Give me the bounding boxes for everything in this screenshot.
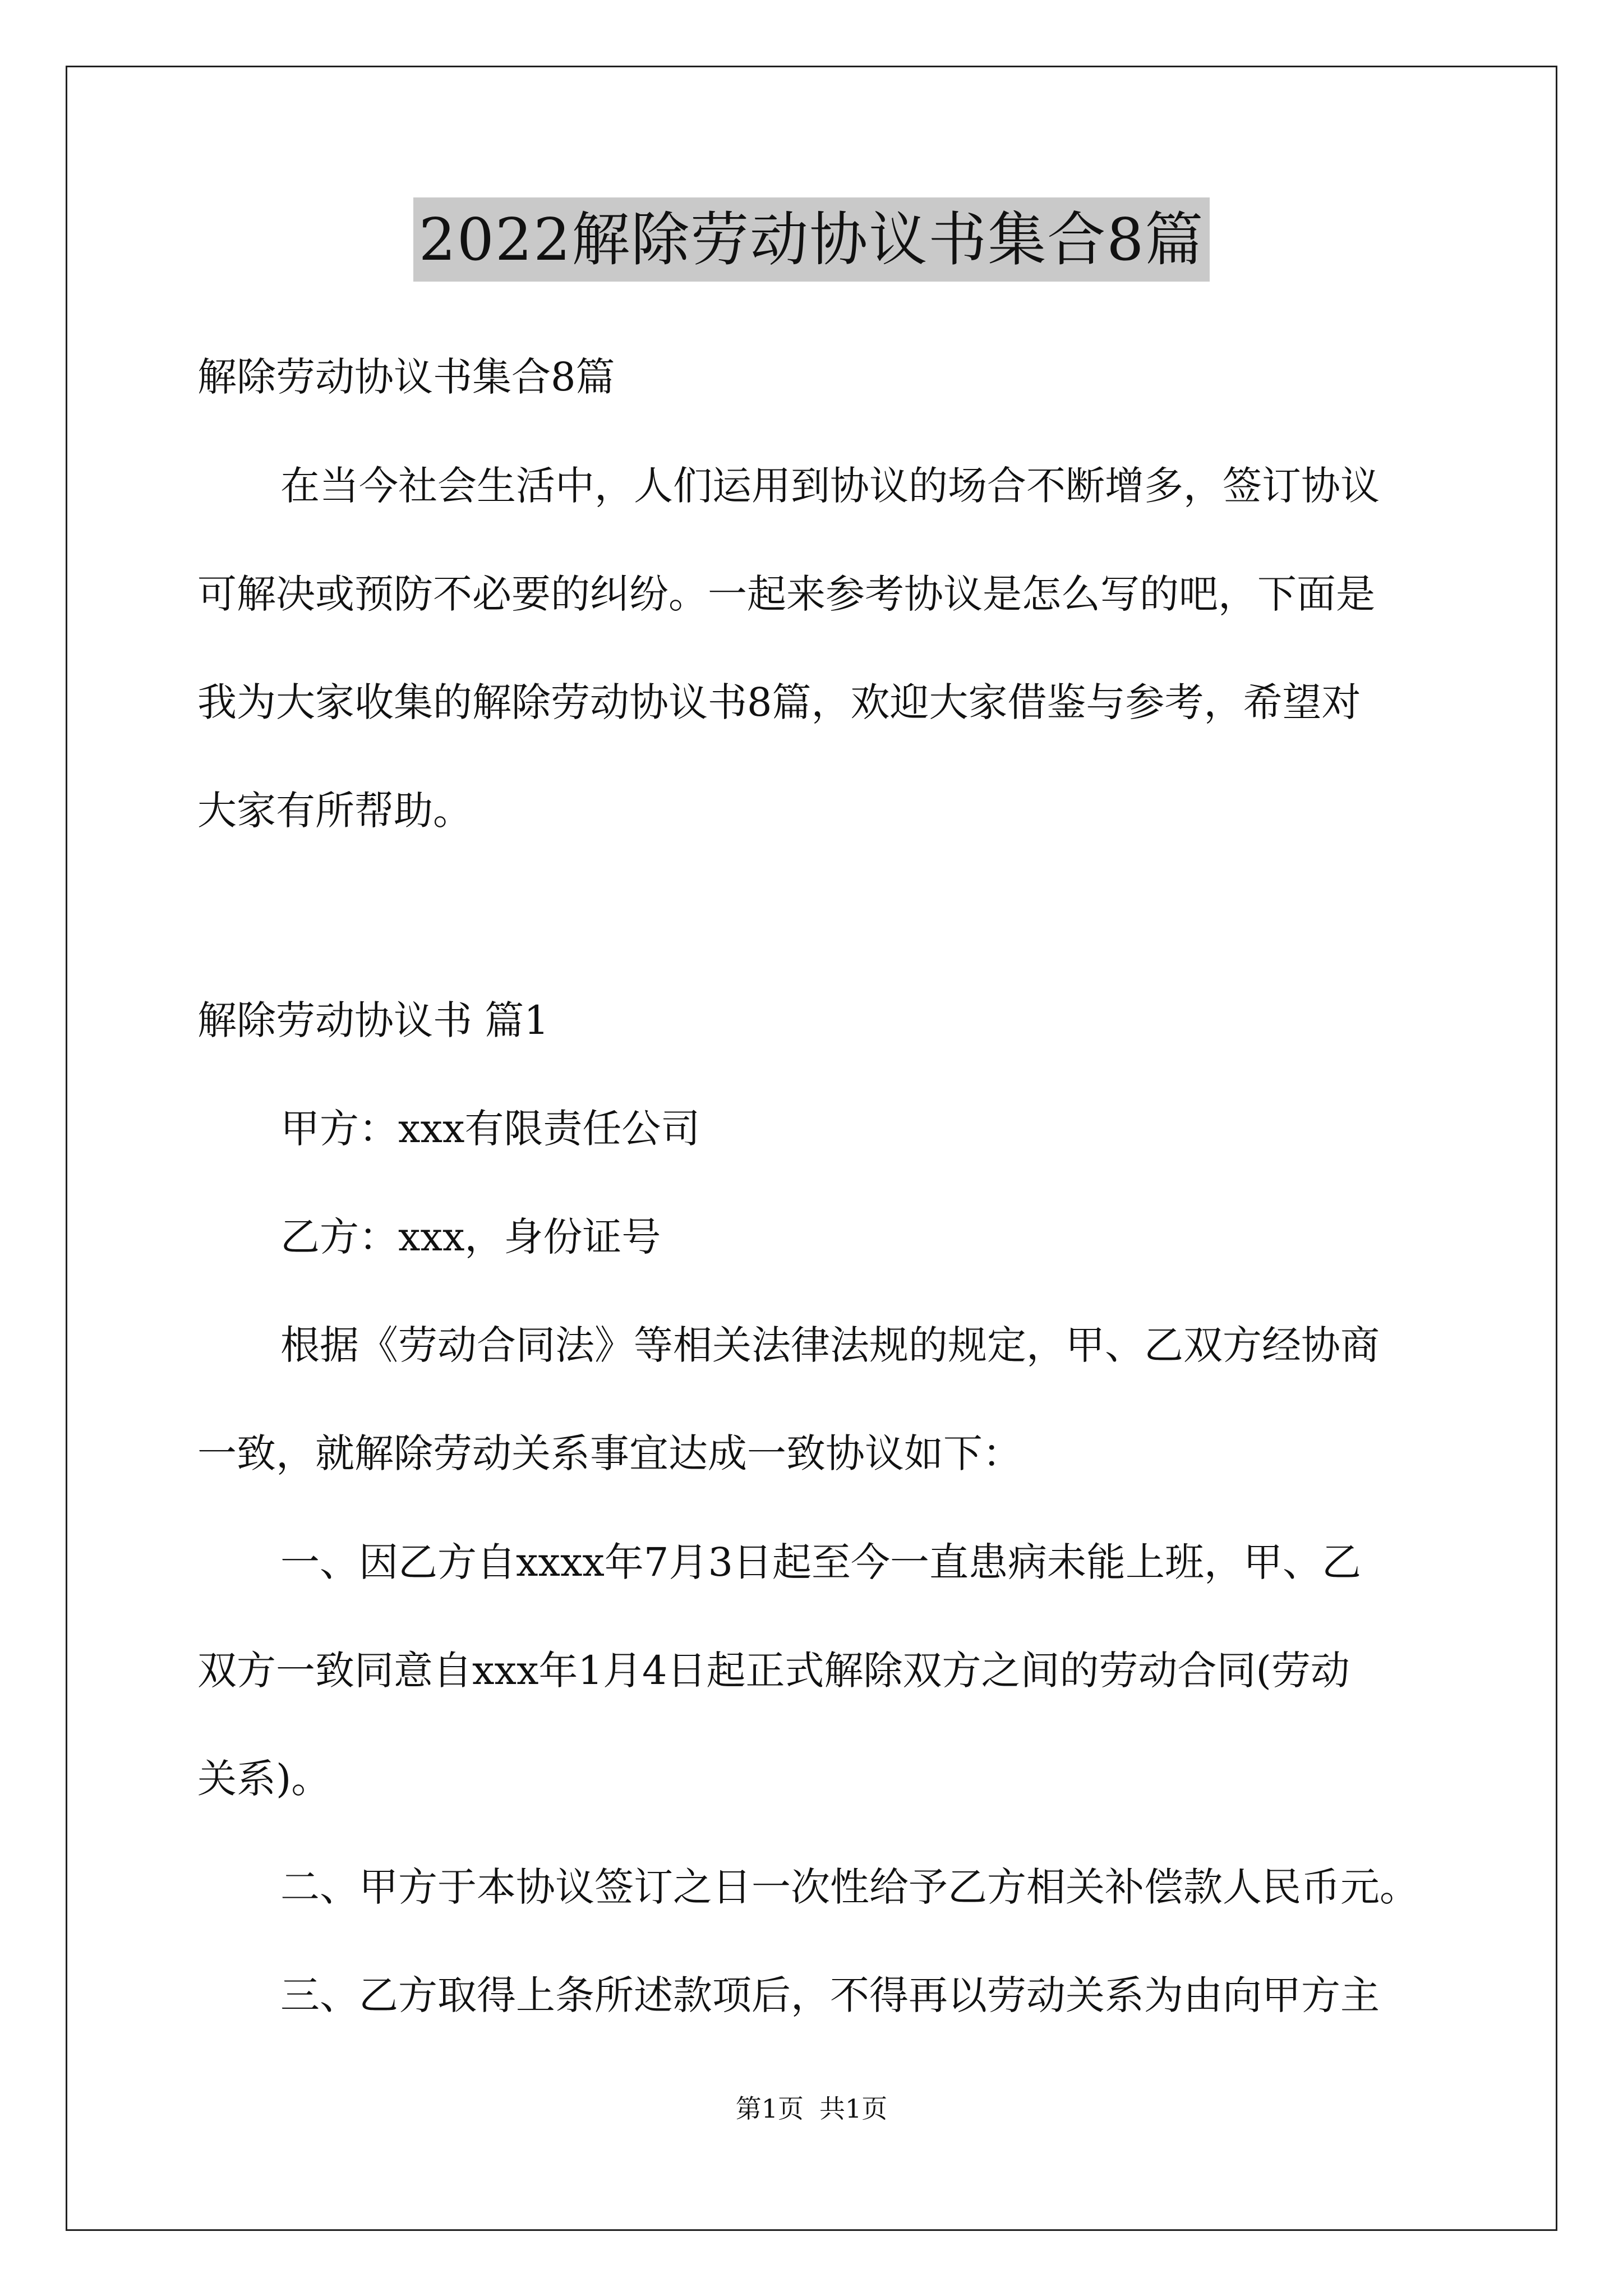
clause-1-line: 一、因乙方自xxxx年7月3日起至今一直患病未能上班，甲、乙 [280,1539,1361,1585]
page-number: 第1页 [735,2093,804,2124]
clause-1-line: 双方一致同意自xxx年1月4日起正式解除双方之间的劳动合同(劳动 [197,1648,1350,1694]
document-subtitle: 解除劳动协议书集合8篇 [197,354,615,400]
clause-1-line: 关系)。 [197,1756,331,1802]
intro-line: 可解决或预防不必要的纠纷。一起来参考协议是怎么写的吧，下面是 [197,571,1375,617]
basis-line: 根据《劳动合同法》等相关法律法规的规定，甲、乙双方经协商 [280,1322,1380,1368]
clause-3-line: 三、乙方取得上条所述款项后，不得再以劳动关系为由向甲方主 [280,1972,1380,2018]
party-a-line: 甲方：xxx有限责任公司 [280,1106,700,1152]
page-total: 共1页 [819,2093,888,2124]
document-title: 2022解除劳动协议书集合8篇 [413,197,1210,282]
intro-line: 在当今社会生活中，人们运用到协议的场合不断增多，签订协议 [280,463,1380,509]
intro-line: 大家有所帮助。 [197,788,472,834]
party-b-line: 乙方：xxx，身份证号 [280,1214,661,1260]
section-heading: 解除劳动协议书 篇1 [197,997,549,1043]
clause-2-line: 二、甲方于本协议签订之日一次性给予乙方相关补偿款人民币元。 [280,1864,1419,1910]
page-footer [0,2092,1623,2125]
basis-line: 一致，就解除劳动关系事宜达成一致协议如下： [197,1430,1022,1476]
intro-line: 我为大家收集的解除劳动协议书8篇，欢迎大家借鉴与参考，希望对 [197,679,1361,725]
title-container [0,197,1623,282]
